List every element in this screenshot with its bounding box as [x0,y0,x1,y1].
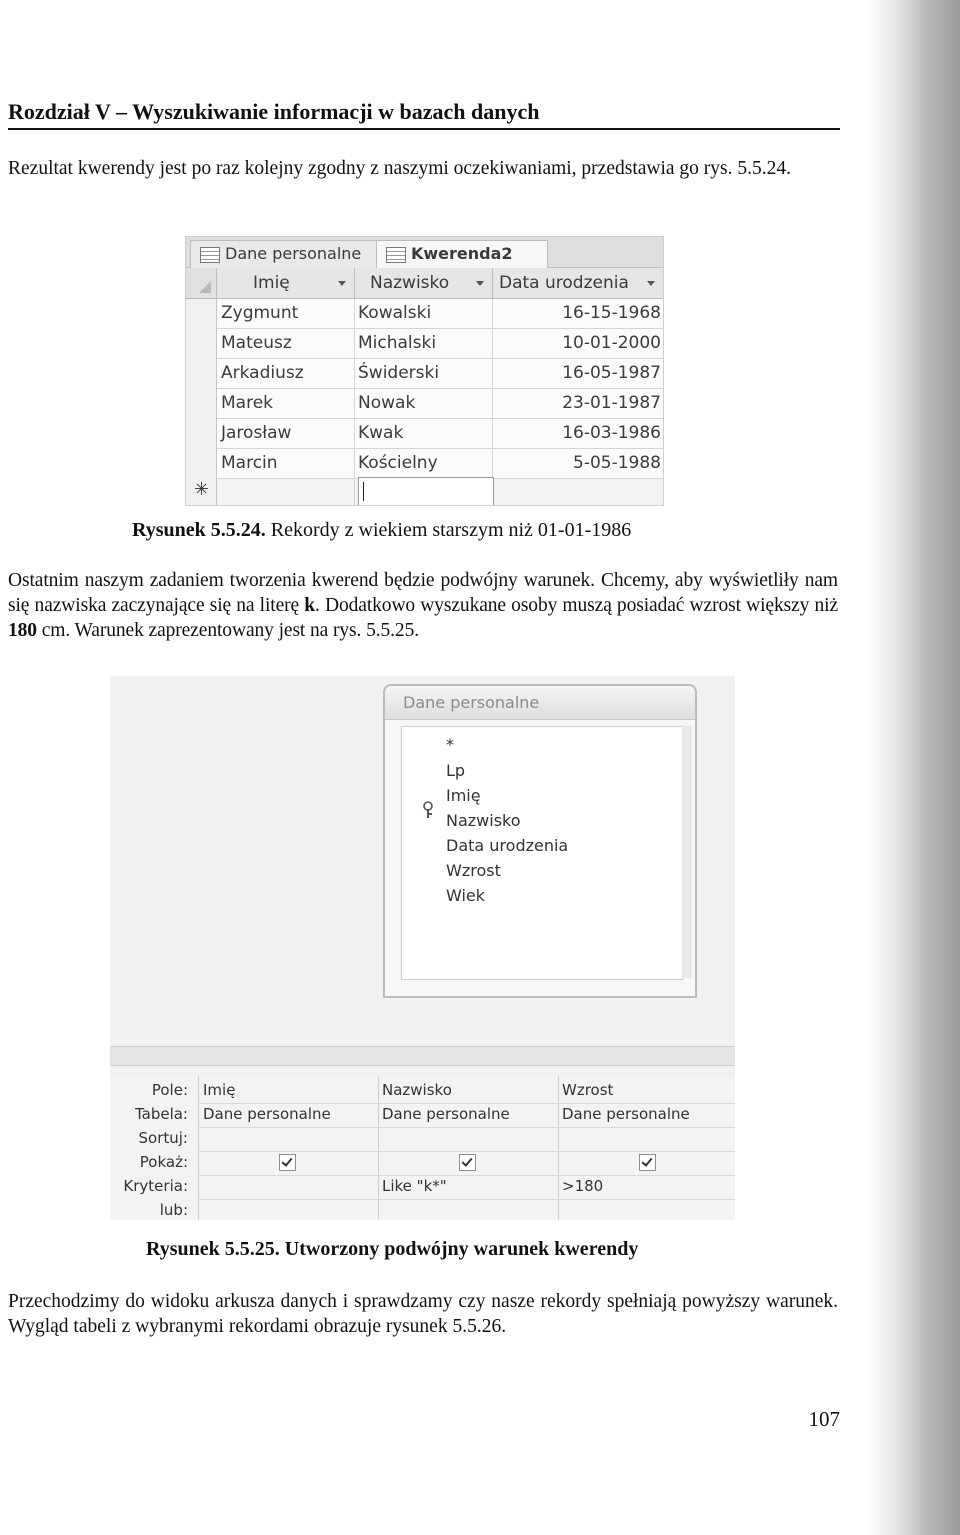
field-list-scrollbar[interactable] [682,726,692,978]
pane-splitter[interactable] [110,1046,735,1066]
cell-nazwisko[interactable]: Kościelny [358,453,438,473]
grid-criteria-nazwisko[interactable]: Like "k*" [382,1177,447,1195]
cell-data-urodzenia[interactable]: 16-05-1987 [562,363,661,383]
column-divider [354,299,355,505]
bold-letter: k [304,595,316,616]
table-row[interactable] [217,299,663,329]
datasheet-screenshot [185,236,664,506]
cell-data-urodzenia[interactable]: 10-01-2000 [562,333,661,353]
tab-kwerenda2[interactable] [376,240,548,268]
field-nazwisko[interactable]: Nazwisko [446,811,521,830]
paragraph-datasheet-view: Przechodzimy do widoku arkusza danych i sprawdzamy czy nasze rekordy spełniają powyższy warunek. Wygląd tabeli z wybranymi rekordami obrazuje rysunek 5.5.26. [8,1291,838,1337]
text-caret [363,482,364,501]
field-imie[interactable]: Imię [446,786,481,805]
field-list [401,726,683,980]
new-record-icon: ✳ [194,479,210,500]
paragraph-double-condition [8,568,838,643]
column-divider [492,299,493,505]
query-icon [386,247,406,263]
field-all[interactable]: * [446,735,454,754]
row-label-pokaz: Pokaż: [139,1153,188,1171]
table-row[interactable] [217,359,663,389]
row-label-sortuj: Sortuj: [138,1129,188,1147]
show-checkbox-nazwisko[interactable] [459,1154,476,1171]
column-header-nazwisko[interactable] [355,268,493,298]
table-field-list-window[interactable] [383,684,697,998]
chapter-heading: Rozdział V – Wyszukiwanie informacji w bazach danych [8,98,840,130]
tab-label: Kwerenda2 [411,244,513,263]
grid-table-imie[interactable]: Dane personalne [203,1105,331,1123]
field-list-title[interactable]: Dane personalne [385,686,695,720]
table-row[interactable] [217,329,663,359]
query-design-screenshot [110,676,735,1220]
show-checkbox-wzrost[interactable] [639,1154,656,1171]
caption-number: Rysunek 5.5.24. [132,519,266,541]
paragraph-text: cm. Warunek zaprezentowany jest na rys. 5.5.25. [36,620,420,641]
cell-data-urodzenia[interactable]: 5-05-1988 [573,453,661,473]
caption-text: Rekordy z wiekiem starszym niż 01-01-1986 [265,519,632,541]
select-all-corner[interactable] [186,268,217,298]
tab-dane-personalne[interactable] [190,240,380,268]
caption-number: Rysunek 5.5.25. [146,1238,280,1260]
cell-nazwisko[interactable]: Kowalski [358,303,432,323]
column-header-label: Data urodzenia [499,273,629,293]
dropdown-arrow-icon[interactable] [476,281,484,286]
column-header-imie[interactable] [217,268,355,298]
row-label-pole: Pole: [151,1081,188,1099]
grid-table-wzrost[interactable]: Dane personalne [562,1105,690,1123]
cell-data-urodzenia[interactable]: 23-01-1987 [562,393,661,413]
grid-line [198,1199,735,1200]
paragraph-intro: Rezultat kwerendy jest po raz kolejny zgodny z naszymi oczekiwaniami, przedstawia go rys. 5.5.24. [8,158,792,179]
figure-caption-5-5-25 [146,1236,638,1262]
grid-field-wzrost[interactable]: Wzrost [562,1081,614,1099]
cell-imie[interactable]: Jarosław [221,423,292,443]
new-record-cell-input[interactable] [358,477,494,506]
table-row[interactable] [217,449,663,479]
column-header-data-urodzenia[interactable] [493,268,663,298]
grid-line [198,1127,735,1128]
page-number: 107 [808,1407,840,1431]
grid-field-nazwisko[interactable]: Nazwisko [382,1081,452,1099]
table-row[interactable] [217,389,663,419]
row-label-tabela: Tabela: [134,1105,188,1123]
cell-imie[interactable]: Mateusz [221,333,292,353]
grid-field-imie[interactable]: Imię [203,1081,236,1099]
cell-imie[interactable]: Marek [221,393,274,413]
row-label-lub: lub: [159,1201,188,1219]
cell-nazwisko[interactable]: Nowak [358,393,416,413]
bold-number: 180 [8,620,37,641]
dropdown-arrow-icon[interactable] [338,281,346,286]
tab-label: Dane personalne [225,244,362,263]
field-wzrost[interactable]: Wzrost [446,861,501,880]
cell-data-urodzenia[interactable]: 16-15-1968 [562,303,661,323]
field-wiek[interactable]: Wiek [446,886,486,905]
caption-text: Utworzony podwójny warunek kwerendy [279,1238,639,1260]
grid-line [198,1151,735,1152]
show-checkbox-imie[interactable] [279,1154,296,1171]
page-edge-shadow [868,0,960,1535]
cell-data-urodzenia[interactable]: 16-03-1986 [562,423,661,443]
table-row[interactable] [217,419,663,449]
field-lp[interactable]: Lp [446,761,466,780]
paragraph-text: Ostatnim naszym zadaniem tworzenia kwerend będzie podwójny warunek. Chcemy, aby wyświetliły nam się nazwiska zaczynające się na literę [8,570,838,616]
row-label-kryteria: Kryteria: [123,1177,188,1195]
grid-line [198,1175,735,1176]
grid-criteria-wzrost[interactable]: >180 [562,1177,604,1195]
document-tabs [186,237,663,268]
field-data-urodzenia[interactable]: Data urodzenia [446,836,569,855]
table-icon [200,247,220,263]
cell-nazwisko[interactable]: Świderski [358,363,440,383]
paragraph-text: . Dodatkowo wyszukane osoby muszą posiadać wzrost większy niż [315,595,838,616]
grid-table-nazwisko[interactable]: Dane personalne [382,1105,510,1123]
dropdown-arrow-icon[interactable] [647,281,655,286]
cell-imie[interactable]: Marcin [221,453,278,473]
primary-key-icon [422,801,434,819]
record-selector-column[interactable] [186,299,217,505]
figure-caption-5-5-24 [132,517,631,543]
column-header-label: Nazwisko [370,273,450,293]
cell-imie[interactable]: Zygmunt [221,303,299,323]
column-header-label: Imię [253,273,290,293]
cell-imie[interactable]: Arkadiusz [221,363,304,383]
cell-nazwisko[interactable]: Michalski [358,333,437,353]
cell-nazwisko[interactable]: Kwak [358,423,404,443]
